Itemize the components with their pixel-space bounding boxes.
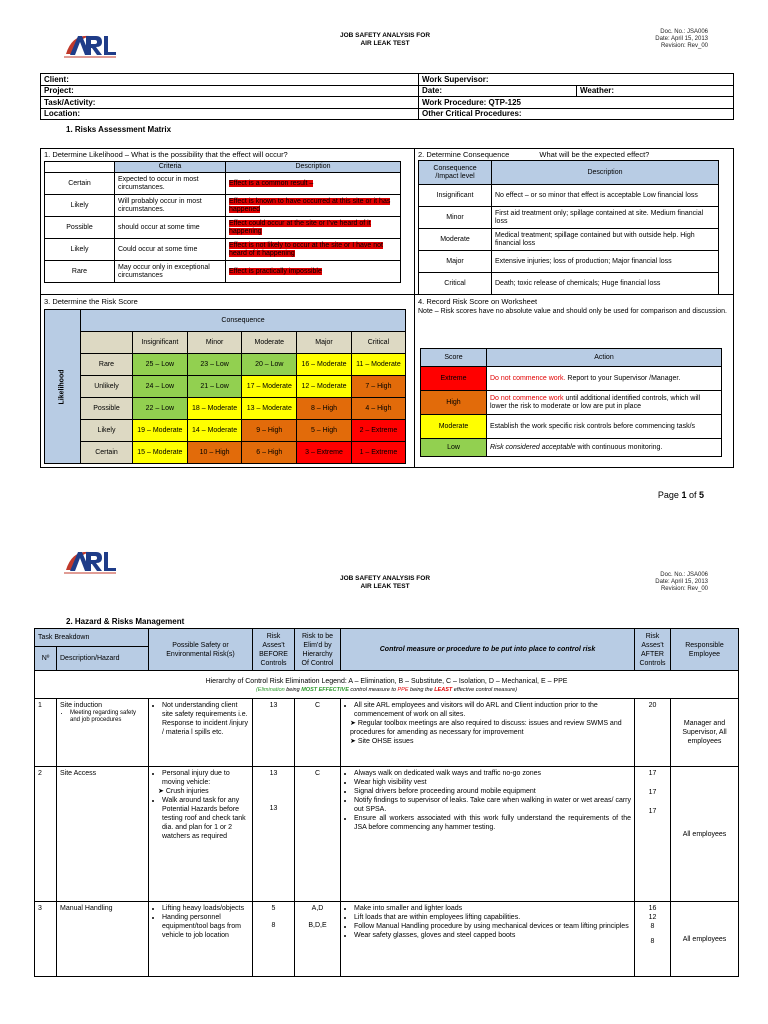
location-field: Location: [41, 108, 419, 120]
row-number: 1 [35, 699, 57, 767]
elim-header: Risk to be Elim'd by Hierarchy Of Control [295, 629, 341, 671]
row-before [253, 767, 295, 902]
likelihood-desc-highlight: Effect is not likely to occur at the site or I have not heard of it happening [229, 241, 383, 257]
legend-text-part: control measure to [348, 687, 398, 693]
matrix-cell: 19 – Moderate [133, 420, 188, 442]
risk-item: • Not understanding client site safety requirements i.e. Response to incident /injury / materia l spills etc. [162, 701, 249, 737]
row-risks [149, 902, 253, 977]
consequence-label: Minor [419, 207, 492, 229]
likelihood-label: Rare [45, 261, 115, 283]
matrix-row-label: Possible [81, 398, 133, 420]
score-low: Low [421, 439, 487, 457]
row-risks [149, 767, 253, 902]
likelihood-desc-highlight: Effect is practically impossible [229, 267, 322, 275]
likelihood-desc-highlight: Effect could occur at the site or I've heard of it happening [229, 219, 371, 235]
row-controls [341, 902, 635, 977]
legend-most-effective: MOST EFFECTIVE [301, 687, 349, 693]
row-elim: C [295, 699, 341, 767]
before-value: 13 [269, 805, 278, 812]
legend-least: LEAST [434, 687, 453, 693]
row-responsible: Manager and Supervisor, All employees [671, 699, 739, 767]
risk-score-heading: 3. Determine the Risk Score [44, 297, 138, 306]
legend-text-part: being [284, 687, 302, 693]
doc-date: Date: April 15, 2013 [655, 36, 708, 42]
risk-item: • Personal injury due to moving vehicle: [162, 769, 249, 787]
control-item: • Wear safety glasses, gloves and steel capped boots [354, 931, 631, 940]
consequence-label: Critical [419, 273, 492, 295]
score-high: High [421, 391, 487, 415]
score-moderate: Moderate [421, 415, 487, 439]
document-title [320, 575, 450, 591]
doc-revision: Revision: Rev_00 [660, 43, 708, 49]
matrix-row-label: Unlikely [81, 376, 133, 398]
matrix-cell: 14 – Moderate [187, 420, 242, 442]
task-field: Task/Activity: [41, 97, 419, 109]
matrix-cell: 10 – High [187, 442, 242, 464]
row-desc-title: Site induction [60, 702, 103, 709]
matrix-cell: 7 – High [351, 376, 405, 398]
hierarchy-legend [35, 671, 739, 699]
consequence-description: Medical treatment; spillage contained but with outside help. High financial loss [492, 229, 719, 251]
consequence-heading [418, 150, 649, 159]
control-arrow-item: ➤ Regular toolbox meetings are also required to discuss: issues and review SWMS and procedures for amending as necessary for improvement [350, 720, 622, 736]
after-value: 17 [648, 770, 657, 777]
action-high [487, 391, 722, 415]
after-value: 8 [650, 938, 655, 945]
company-logo [62, 544, 118, 576]
score-header: Score [421, 349, 487, 367]
control-item: • Notify findings to supervisor of leaks. Take care when walking in water or wet areas/ carry out SPSA. [354, 796, 631, 814]
matrix-column-header: Insignificant [133, 332, 188, 354]
title-line2: AIR LEAK TEST [360, 40, 410, 47]
client-field: Client: [41, 74, 419, 86]
matrix-cell: 16 – Moderate [297, 354, 352, 376]
matrix-divider-v [414, 148, 415, 468]
title-line2: AIR LEAK TEST [360, 583, 410, 590]
job-info-table [40, 73, 734, 120]
consequence-label: Consequence [81, 310, 406, 332]
table-row [35, 902, 739, 977]
before-value: 13 [269, 770, 278, 777]
project-field: Project: [41, 85, 419, 97]
row-after [635, 902, 671, 977]
legend-elimination: (Elimination [255, 687, 285, 693]
consequence-level-header: Consequence /Impact level [419, 161, 492, 185]
consequence-question: What will be the expected effect? [539, 150, 650, 159]
likelihood-desc-highlight: Effect is a common result – [229, 179, 314, 187]
risk-arrow-text: Crush injuries [165, 788, 209, 795]
score-extreme: Extreme [421, 367, 487, 391]
likelihood-description [226, 195, 401, 217]
title-line1: JOB SAFETY ANALYSIS FOR [339, 575, 431, 582]
matrix-column-header: Moderate [242, 332, 297, 354]
row-number: 2 [35, 767, 57, 902]
row-elim: C [295, 767, 341, 902]
control-item: • Make into smaller and lighter loads [354, 904, 631, 913]
page-prefix: Page [657, 490, 682, 500]
consequence-label: Insignificant [419, 185, 492, 207]
matrix-cell: 12 – Moderate [297, 376, 352, 398]
page-of: of [686, 490, 699, 500]
row-responsible: All employees [671, 902, 739, 977]
matrix-column-header: Major [297, 332, 352, 354]
matrix-cell: 15 – Moderate [133, 442, 188, 464]
action-text: until additional identified controls, which will lower the risk to moderate or low are put in place [490, 394, 701, 410]
row-responsible: All employees [671, 767, 739, 902]
row-controls [341, 699, 635, 767]
other-procedures-field: Other Critical Procedures: [419, 108, 734, 120]
responsible-header: Responsible Employee [671, 629, 739, 671]
control-header: Control measure or procedure to be put into place to control risk [341, 629, 635, 671]
row-controls [341, 767, 635, 902]
likelihood-label: Likely [45, 195, 115, 217]
matrix-cell: 23 – Low [187, 354, 242, 376]
likelihood-vertical-label [45, 310, 81, 464]
record-note: Note – Risk scores have no absolute value and should only be used for comparison and discussion. [418, 308, 727, 315]
matrix-cell: 3 – Extreme [297, 442, 352, 464]
row-before: 13 [253, 699, 295, 767]
matrix-row-label: Certain [81, 442, 133, 464]
row-description: Manual Handling [57, 902, 149, 977]
consequence-description: Extensive injuries; loss of production; Major financial loss [492, 251, 719, 273]
control-item: • Wear high visibility vest [354, 778, 631, 787]
likelihood-description [226, 217, 401, 239]
score-action-table [420, 348, 722, 457]
action-italic: Risk considered acceptable [490, 443, 576, 451]
action-text: with continuous monitoring. [575, 443, 663, 451]
risk-item: • Handing personnel equipment/tool bags from vehicle to job location [162, 913, 249, 940]
matrix-cell: 24 – Low [133, 376, 188, 398]
legend-text-part: effective control measure) [452, 687, 518, 693]
table-row [35, 699, 739, 767]
control-item: • Always walk on dedicated walk ways and traffic no-go zones [354, 769, 631, 778]
action-text: Report to your Supervisor /Manager. [565, 374, 681, 382]
control-item: • Signal drivers before proceeding around mobile equipment [354, 787, 631, 796]
elim-value: A,D [311, 905, 324, 912]
risk-score-matrix [44, 309, 406, 464]
doc-number: Doc. No.: JSA006 [660, 29, 708, 35]
page-current: 1 [681, 490, 687, 500]
before-value: 5 [271, 905, 276, 912]
table-row [35, 767, 739, 902]
consequence-description-header: Description [492, 161, 719, 185]
matrix-cell: 20 – Low [242, 354, 297, 376]
document-title [320, 32, 450, 48]
matrix-cell: 22 – Low [133, 398, 188, 420]
risk-item: • Lifting heavy loads/objects [162, 904, 249, 913]
likelihood-blank [45, 162, 115, 173]
matrix-cell: 5 – High [297, 420, 352, 442]
action-header: Action [487, 349, 722, 367]
matrix-cell: 18 – Moderate [187, 398, 242, 420]
matrix-row-label: Likely [81, 420, 133, 442]
company-logo [62, 28, 118, 60]
work-supervisor-field: Work Supervisor: [419, 74, 734, 86]
likelihood-criteria: May occur only in exceptional circumstances [115, 261, 226, 283]
row-after [635, 767, 671, 902]
work-procedure-field: Work Procedure: QTP-125 [419, 97, 734, 109]
likelihood-criteria: Expected to occur in most circumstances. [115, 173, 226, 195]
likelihood-table [44, 161, 401, 283]
hazard-table [34, 628, 739, 977]
action-low [487, 439, 722, 457]
matrix-corner [81, 332, 133, 354]
control-arrow-text: Regular toolbox meetings are also required to discuss: issues and review SWMS and procedures for amending as necessary for improvement [350, 720, 622, 736]
after-value: 17 [648, 808, 657, 815]
row-desc-sub: • Meeting regarding safety and job procedures [70, 710, 145, 724]
matrix-cell: 4 – High [351, 398, 405, 420]
elim-value: B,D,E [308, 922, 327, 929]
risk-before-header: Risk Asses't BEFORE Controls [253, 629, 295, 671]
matrix-column-header: Minor [187, 332, 242, 354]
action-warning: Do not commence work [490, 394, 564, 402]
control-item: • Lift loads that are within employees lifting capabilities. [354, 913, 631, 922]
likelihood-criteria: Could occur at some time [115, 239, 226, 261]
likelihood-description [226, 173, 401, 195]
section1-title: 1. Risks Assessment Matrix [66, 125, 172, 134]
matrix-column-header: Critical [351, 332, 405, 354]
action-warning: Do not commence work. [490, 374, 566, 382]
matrix-cell: 8 – High [297, 398, 352, 420]
legend-text-part: being the [408, 687, 435, 693]
legend-text: Hierarchy of Control Risk Elimination Legend: A – Elimination, B – Substitute, C – Isolation, D – Mechanical, E – PPE [205, 678, 568, 685]
control-arrow-text: Site OHSE issues [357, 738, 414, 745]
consequence-description: Death; toxic release of chemicals; Huge financial loss [492, 273, 719, 295]
control-item: • Follow Manual Handling procedure by using mechanical devices or team lifting principles [354, 922, 631, 931]
after-value: 17 [648, 789, 657, 796]
desc-header: Description/Hazard [57, 647, 149, 671]
matrix-cell: 6 – High [242, 442, 297, 464]
row-number: 3 [35, 902, 57, 977]
risk-item: • Walk around task for any Potential Hazards before testing roof and check tank dia. and plan for 1 or 2 watchers as required [162, 796, 249, 841]
title-line1: JOB SAFETY ANALYSIS FOR [339, 32, 431, 39]
doc-revision: Revision: Rev_00 [660, 586, 708, 592]
likelihood-heading: 1. Determine Likelihood – What is the possibility that the effect will occur? [44, 150, 288, 159]
consequence-table [418, 160, 719, 295]
after-value: 16 [648, 905, 657, 912]
matrix-cell: 21 – Low [187, 376, 242, 398]
criteria-header: Criteria [115, 162, 226, 173]
likelihood-vertical-text: Likelihood [58, 369, 66, 404]
likelihood-desc-highlight: Effect is known to have occurred at this site or it has happened [229, 197, 391, 213]
matrix-cell: 9 – High [242, 420, 297, 442]
risk-arrow-item: ➤ Crush injuries [158, 788, 209, 795]
doc-date: Date: April 15, 2013 [655, 579, 708, 585]
row-before [253, 902, 295, 977]
no-header: Nº [35, 647, 57, 671]
row-elim [295, 902, 341, 977]
record-heading: 4. Record Risk Score on Worksheet [418, 297, 538, 306]
likelihood-description [226, 261, 401, 283]
description-header: Description [226, 162, 401, 173]
consequence-description: No effect – or so minor that effect is acceptable Low financial loss [492, 185, 719, 207]
matrix-cell: 13 – Moderate [242, 398, 297, 420]
likelihood-criteria: Will probably occur in most circumstances. [115, 195, 226, 217]
row-description: Site Access [57, 767, 149, 902]
weather-field: Weather: [577, 85, 734, 97]
consequence-label: Major [419, 251, 492, 273]
likelihood-criteria: should occur at some time [115, 217, 226, 239]
consequence-heading-text: 2. Determine Consequence [418, 150, 510, 159]
before-value: 8 [271, 922, 276, 929]
risk-after-header: Risk Asses't AFTER Controls [635, 629, 671, 671]
matrix-cell: 11 – Moderate [351, 354, 405, 376]
doc-number: Doc. No.: JSA006 [660, 572, 708, 578]
likelihood-label: Likely [45, 239, 115, 261]
likelihood-label: Certain [45, 173, 115, 195]
page-total: 5 [698, 490, 704, 500]
matrix-cell: 2 – Extreme [351, 420, 405, 442]
page-number [658, 490, 704, 500]
action-extreme [487, 367, 722, 391]
legend-ppe: PPE [397, 687, 409, 693]
control-arrow-item: ➤ Site OHSE issues [350, 738, 414, 745]
row-risks [149, 699, 253, 767]
matrix-cell: 1 – Extreme [351, 442, 405, 464]
consequence-description: First aid treatment only; spillage contained at site. Medium financial loss [492, 207, 719, 229]
matrix-cell: 25 – Low [133, 354, 188, 376]
after-value: 8 [650, 923, 655, 930]
likelihood-description [226, 239, 401, 261]
consequence-label: Moderate [419, 229, 492, 251]
section2-title: 2. Hazard & Risks Management [66, 617, 185, 626]
matrix-cell: 17 – Moderate [242, 376, 297, 398]
document-info [655, 29, 708, 50]
row-description [57, 699, 149, 767]
matrix-row-label: Rare [81, 354, 133, 376]
control-item: • Ensure all workers associated with this work fully understand the requirements of the JSA before commencing any hammer testing. [354, 814, 631, 832]
legend-note [38, 686, 735, 695]
date-field: Date: [419, 85, 577, 97]
control-item: • All site ARL employees and visitors will do ARL and Client induction prior to the commencement of work on all sites. [354, 701, 631, 719]
task-breakdown-header: Task Breakdown [35, 629, 149, 647]
document-info [655, 572, 708, 593]
action-moderate: Establish the work specific risk controls before commencing task/s [487, 415, 722, 439]
after-value: 12 [648, 914, 657, 921]
possible-risks-header: Possible Safety or Environmental Risk(s) [149, 629, 253, 671]
row-after: 20 [635, 699, 671, 767]
likelihood-label: Possible [45, 217, 115, 239]
